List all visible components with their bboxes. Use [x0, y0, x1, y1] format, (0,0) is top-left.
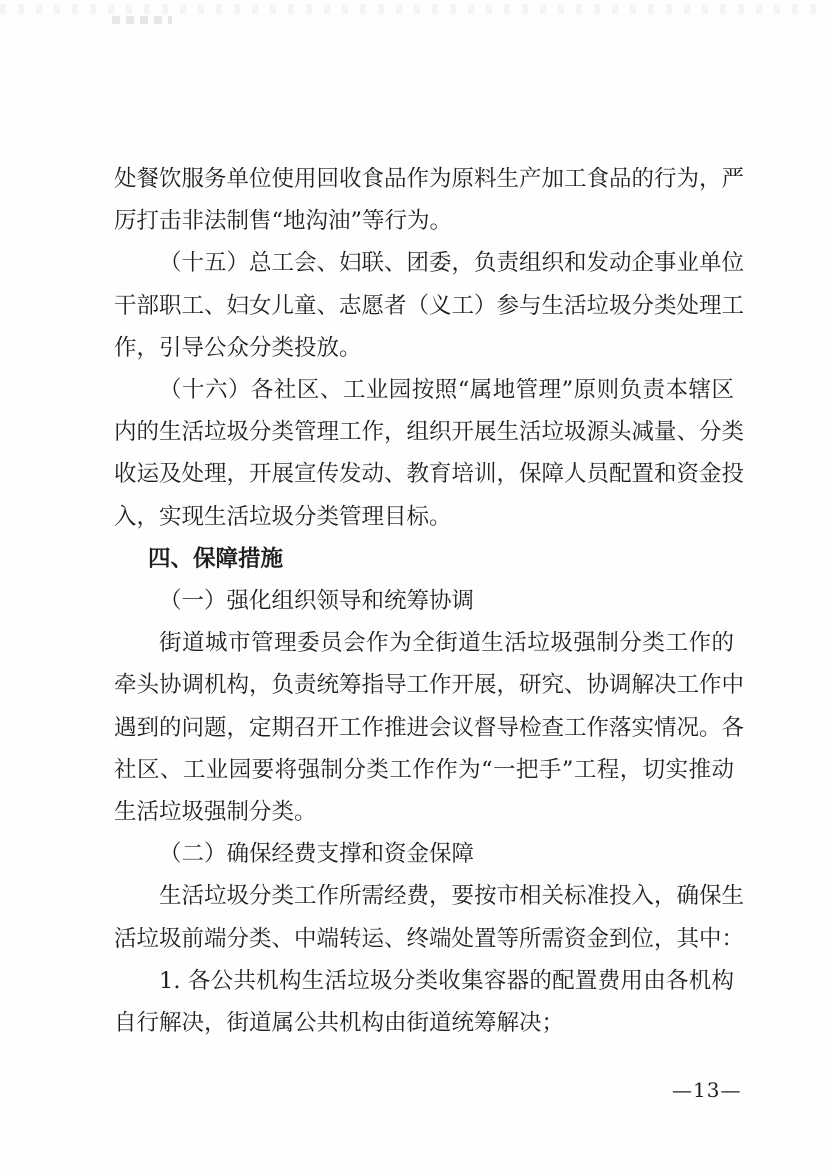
paragraph-sixteen	[114, 369, 745, 538]
scan-artifact-mark	[112, 16, 172, 24]
text-line: 干部职工、妇女儿童、志愿者（义工）参与生活垃圾分类处理工	[114, 292, 745, 319]
page-number: —13—	[672, 1078, 742, 1102]
subsection-heading-text: （二）确保经费支撑和资金保障	[159, 841, 475, 868]
text-line: 内的生活垃圾分类管理工作，组织开展生活垃圾源头减量、分类	[114, 419, 745, 446]
section-heading-text: 四、保障措施	[148, 545, 284, 572]
text-line: 收运及处理，开展宣传发动、教育培训，保障人员配置和资金投	[114, 461, 745, 488]
text-line: 活垃圾前端分类、中端转运、终端处置等所需资金到位，其中：	[114, 925, 745, 952]
text-line: 生活垃圾强制分类。	[114, 799, 317, 826]
text-line: 作，引导公众分类投放。	[114, 334, 362, 361]
text-line: 遇到的问题，定期召开工作推进会议督导检查工作落实情况。各	[114, 714, 745, 741]
scan-artifact-top	[0, 4, 827, 14]
subsection-heading	[114, 580, 734, 622]
text-line: （十六）各社区、工业园按照“属地管理”原则负责本辖区	[159, 377, 734, 404]
text-line: （十五）总工会、妇联、团委，负责组织和发动企事业单位	[159, 250, 745, 277]
text-line: 生活垃圾分类工作所需经费，要按市相关标准投入，确保生	[159, 883, 745, 910]
document-body	[114, 158, 745, 1044]
text-line: 入，实现生活垃圾分类管理目标。	[114, 503, 452, 530]
paragraph-continuation	[114, 158, 745, 242]
section-heading	[114, 538, 734, 580]
text-line: 牵头协调机构，负责统筹指导工作开展，研究、协调解决工作中	[114, 672, 745, 699]
text-line: 1. 各公共机构生活垃圾分类收集容器的配置费用由各机构	[159, 967, 734, 994]
paragraph-fifteen	[114, 242, 745, 369]
subsection-heading	[114, 833, 734, 875]
text-line: 厉打击非法制售“地沟油”等行为。	[114, 208, 453, 235]
text-line: 处餐饮服务单位使用回收食品作为原料生产加工食品的行为，严	[114, 166, 745, 192]
paragraph-funding	[114, 875, 745, 1044]
subsection-heading-text: （一）强化组织领导和统筹协调	[159, 588, 475, 615]
text-line: 街道城市管理委员会作为全街道生活垃圾强制分类工作的	[159, 630, 734, 657]
paragraph-organization	[114, 622, 745, 833]
text-line: 自行解决，街道属公共机构由街道统筹解决；	[114, 1010, 565, 1037]
text-line: 社区、工业园要将强制分类工作作为“一把手”工程，切实推动	[114, 756, 734, 783]
